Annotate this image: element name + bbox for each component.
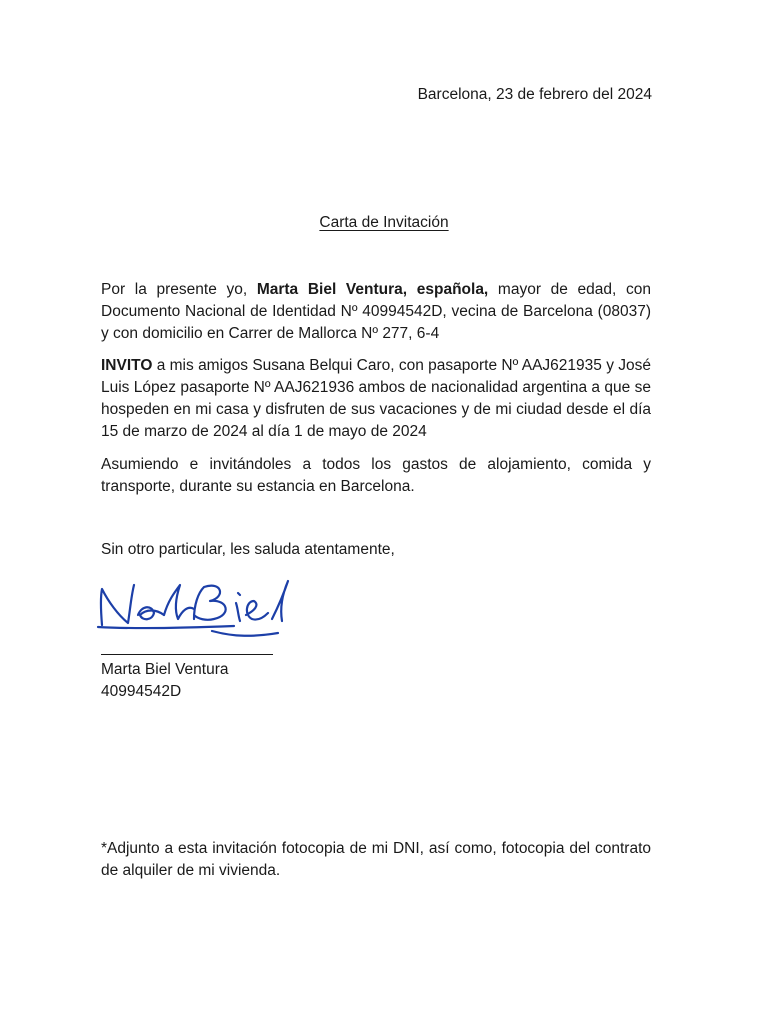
signer-id-number: 40994542D [101, 683, 182, 700]
letter-title-text: Carta de Invitación [319, 214, 449, 231]
paragraph-identity-rest: mayor de edad, con Documento Nacional de Identidad Nº 40994542D, vecina de Barcelona (08037) y con domicilio en Carrer de Mallorca Nº 277, 6-4 [101, 281, 651, 342]
signer-name: Marta Biel Ventura [101, 661, 229, 678]
letter-title [0, 214, 768, 232]
paragraph-invitation-lead: INVITO [101, 357, 153, 374]
signature-line [101, 654, 273, 655]
paragraph-invitation [101, 355, 651, 443]
place-date: Barcelona, 23 de febrero del 2024 [417, 86, 652, 103]
paragraph-identity [101, 279, 651, 345]
handwritten-signature [94, 575, 384, 655]
paragraph-identity-intro: Por la presente yo, [101, 281, 257, 298]
paragraph-identity-name: Marta Biel Ventura, española, [256, 281, 489, 298]
footnote-attachments: *Adjunto a esta invitación fotocopia de mi DNI, así como, fotocopia del contrato de alquiler de mi vivienda. [101, 840, 651, 879]
closing-salutation: Sin otro particular, les saluda atentamente, [101, 541, 395, 558]
paragraph-expenses: Asumiendo e invitándoles a todos los gastos de alojamiento, comida y transporte, durante su estancia en Barcelona. [101, 456, 651, 495]
paragraph-invitation-rest: a mis amigos Susana Belqui Caro, con pasaporte Nº AAJ621935 y José Luis López pasaporte Nº AAJ621936 ambos de nacionalidad argentina a que se hospeden en mi casa y disfruten de sus vacaciones y de mi ciudad desde el día 15 de marzo de 2024 al día 1 de mayo de 2024 [101, 357, 651, 440]
